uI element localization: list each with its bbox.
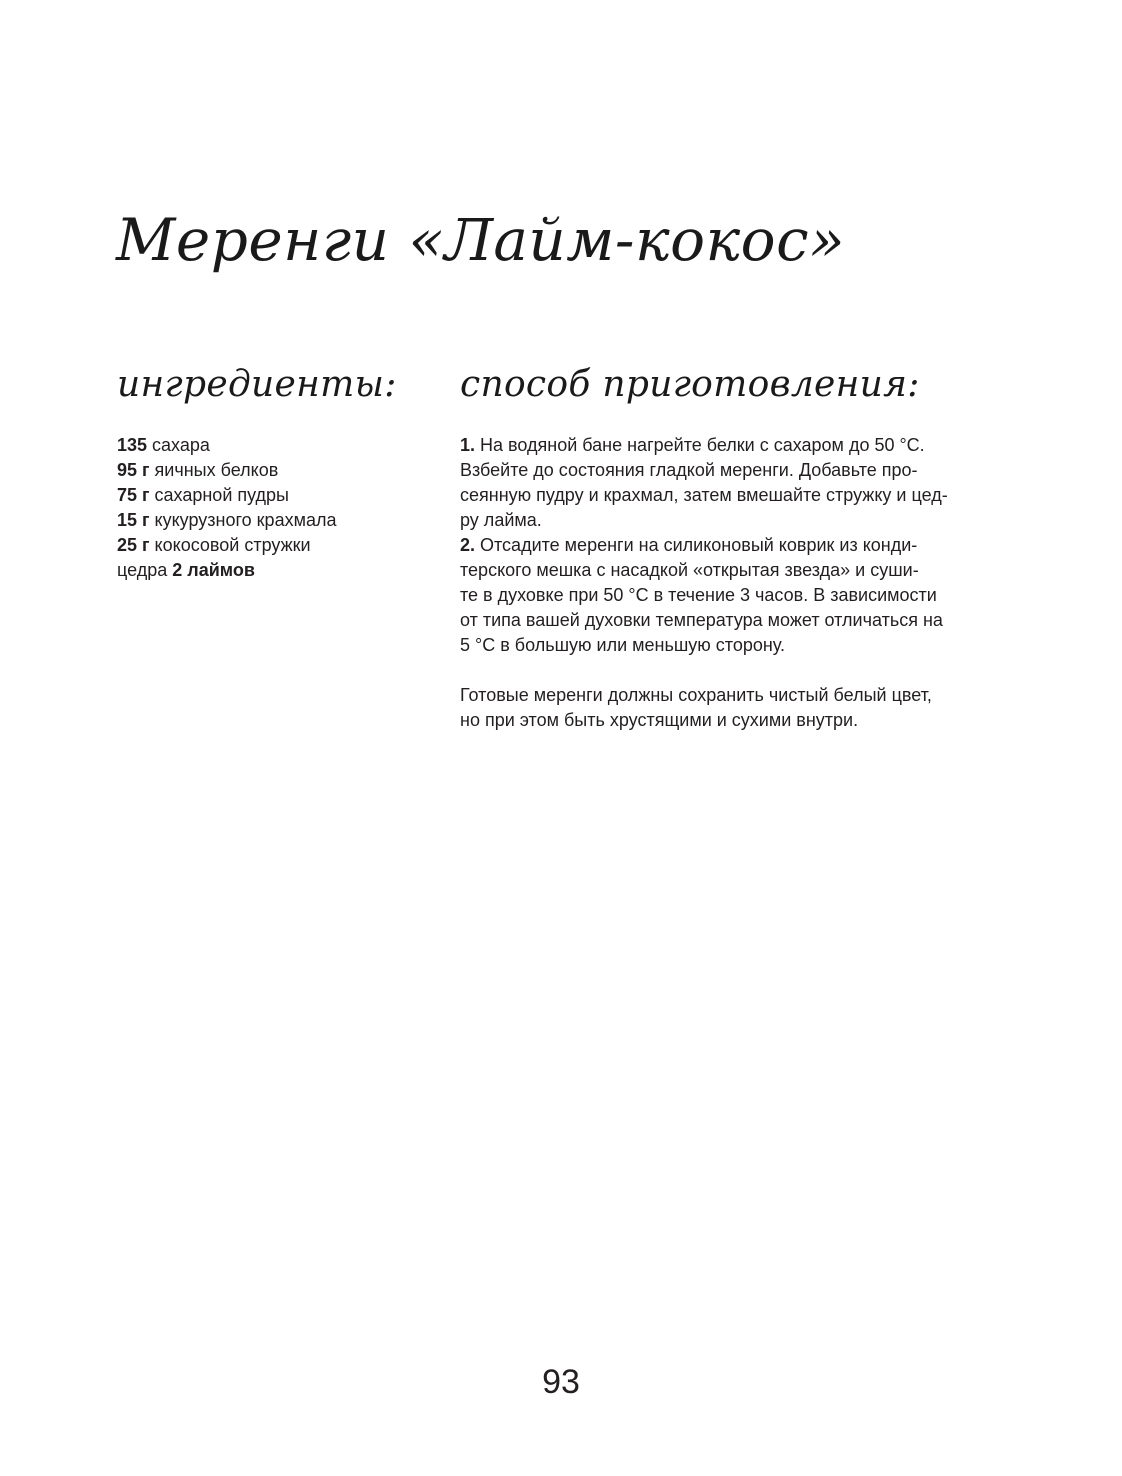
ingredient-item (117, 433, 417, 458)
step-line: Отсадите меренги на силиконовый коврик из конди- (475, 535, 918, 555)
step-number: 1. (460, 435, 476, 455)
ingredient-text: сахарной пудры (149, 485, 289, 505)
method-note (460, 683, 1020, 733)
ingredient-text: сахара (147, 435, 210, 455)
ingredient-amount: 135 (117, 435, 148, 455)
ingredients-heading: ингредиенты: (117, 364, 397, 405)
method-heading: способ приготовления: (460, 364, 920, 405)
page-number: 93 (542, 1363, 580, 1401)
step-line: сеянную пудру и крахмал, затем вмешайте стружку и цед- (460, 485, 948, 505)
ingredient-prefix: цедра (117, 560, 173, 580)
note-line: Готовые меренги должны сохранить чистый белый цвет, (460, 685, 932, 705)
step-number: 2. (460, 535, 476, 555)
step-line: 5 °С в большую или меньшую сторону. (460, 635, 785, 655)
ingredient-item (117, 458, 417, 483)
ingredient-item (117, 533, 417, 558)
note-line: но при этом быть хрустящими и сухими внутри. (460, 710, 859, 730)
step-line: терского мешка с насадкой «открытая звезда» и суши- (460, 560, 919, 580)
ingredient-amount: 15 г (117, 510, 150, 530)
step-line: На водяной бане нагрейте белки с сахаром до 50 °С. (475, 435, 925, 455)
ingredient-amount: 95 г (117, 460, 150, 480)
ingredient-amount: 25 г (117, 535, 150, 555)
ingredient-amount: 2 лаймов (172, 560, 255, 580)
page-title: Меренги «Лайм-кокос» (116, 206, 846, 274)
step-line: от типа вашей духовки температура может отличаться на (460, 610, 943, 630)
ingredient-text: кокосовой стружки (149, 535, 311, 555)
ingredient-amount: 75 г (117, 485, 150, 505)
method-section (460, 362, 1020, 733)
ingredient-text: яичных белков (149, 460, 279, 480)
method-step-2 (460, 533, 1020, 658)
ingredients-section (117, 362, 417, 583)
ingredient-list (117, 433, 417, 583)
step-line: те в духовке при 50 °С в течение 3 часов. В зависимости (460, 585, 937, 605)
ingredient-item (117, 508, 417, 533)
ingredient-text: кукурузного крахмала (149, 510, 337, 530)
step-line: ру лайма. (460, 510, 542, 530)
step-line: Взбейте до состояния гладкой меренги. Добавьте про- (460, 460, 918, 480)
ingredient-item (117, 558, 417, 583)
ingredient-item (117, 483, 417, 508)
method-step-1 (460, 433, 1020, 533)
